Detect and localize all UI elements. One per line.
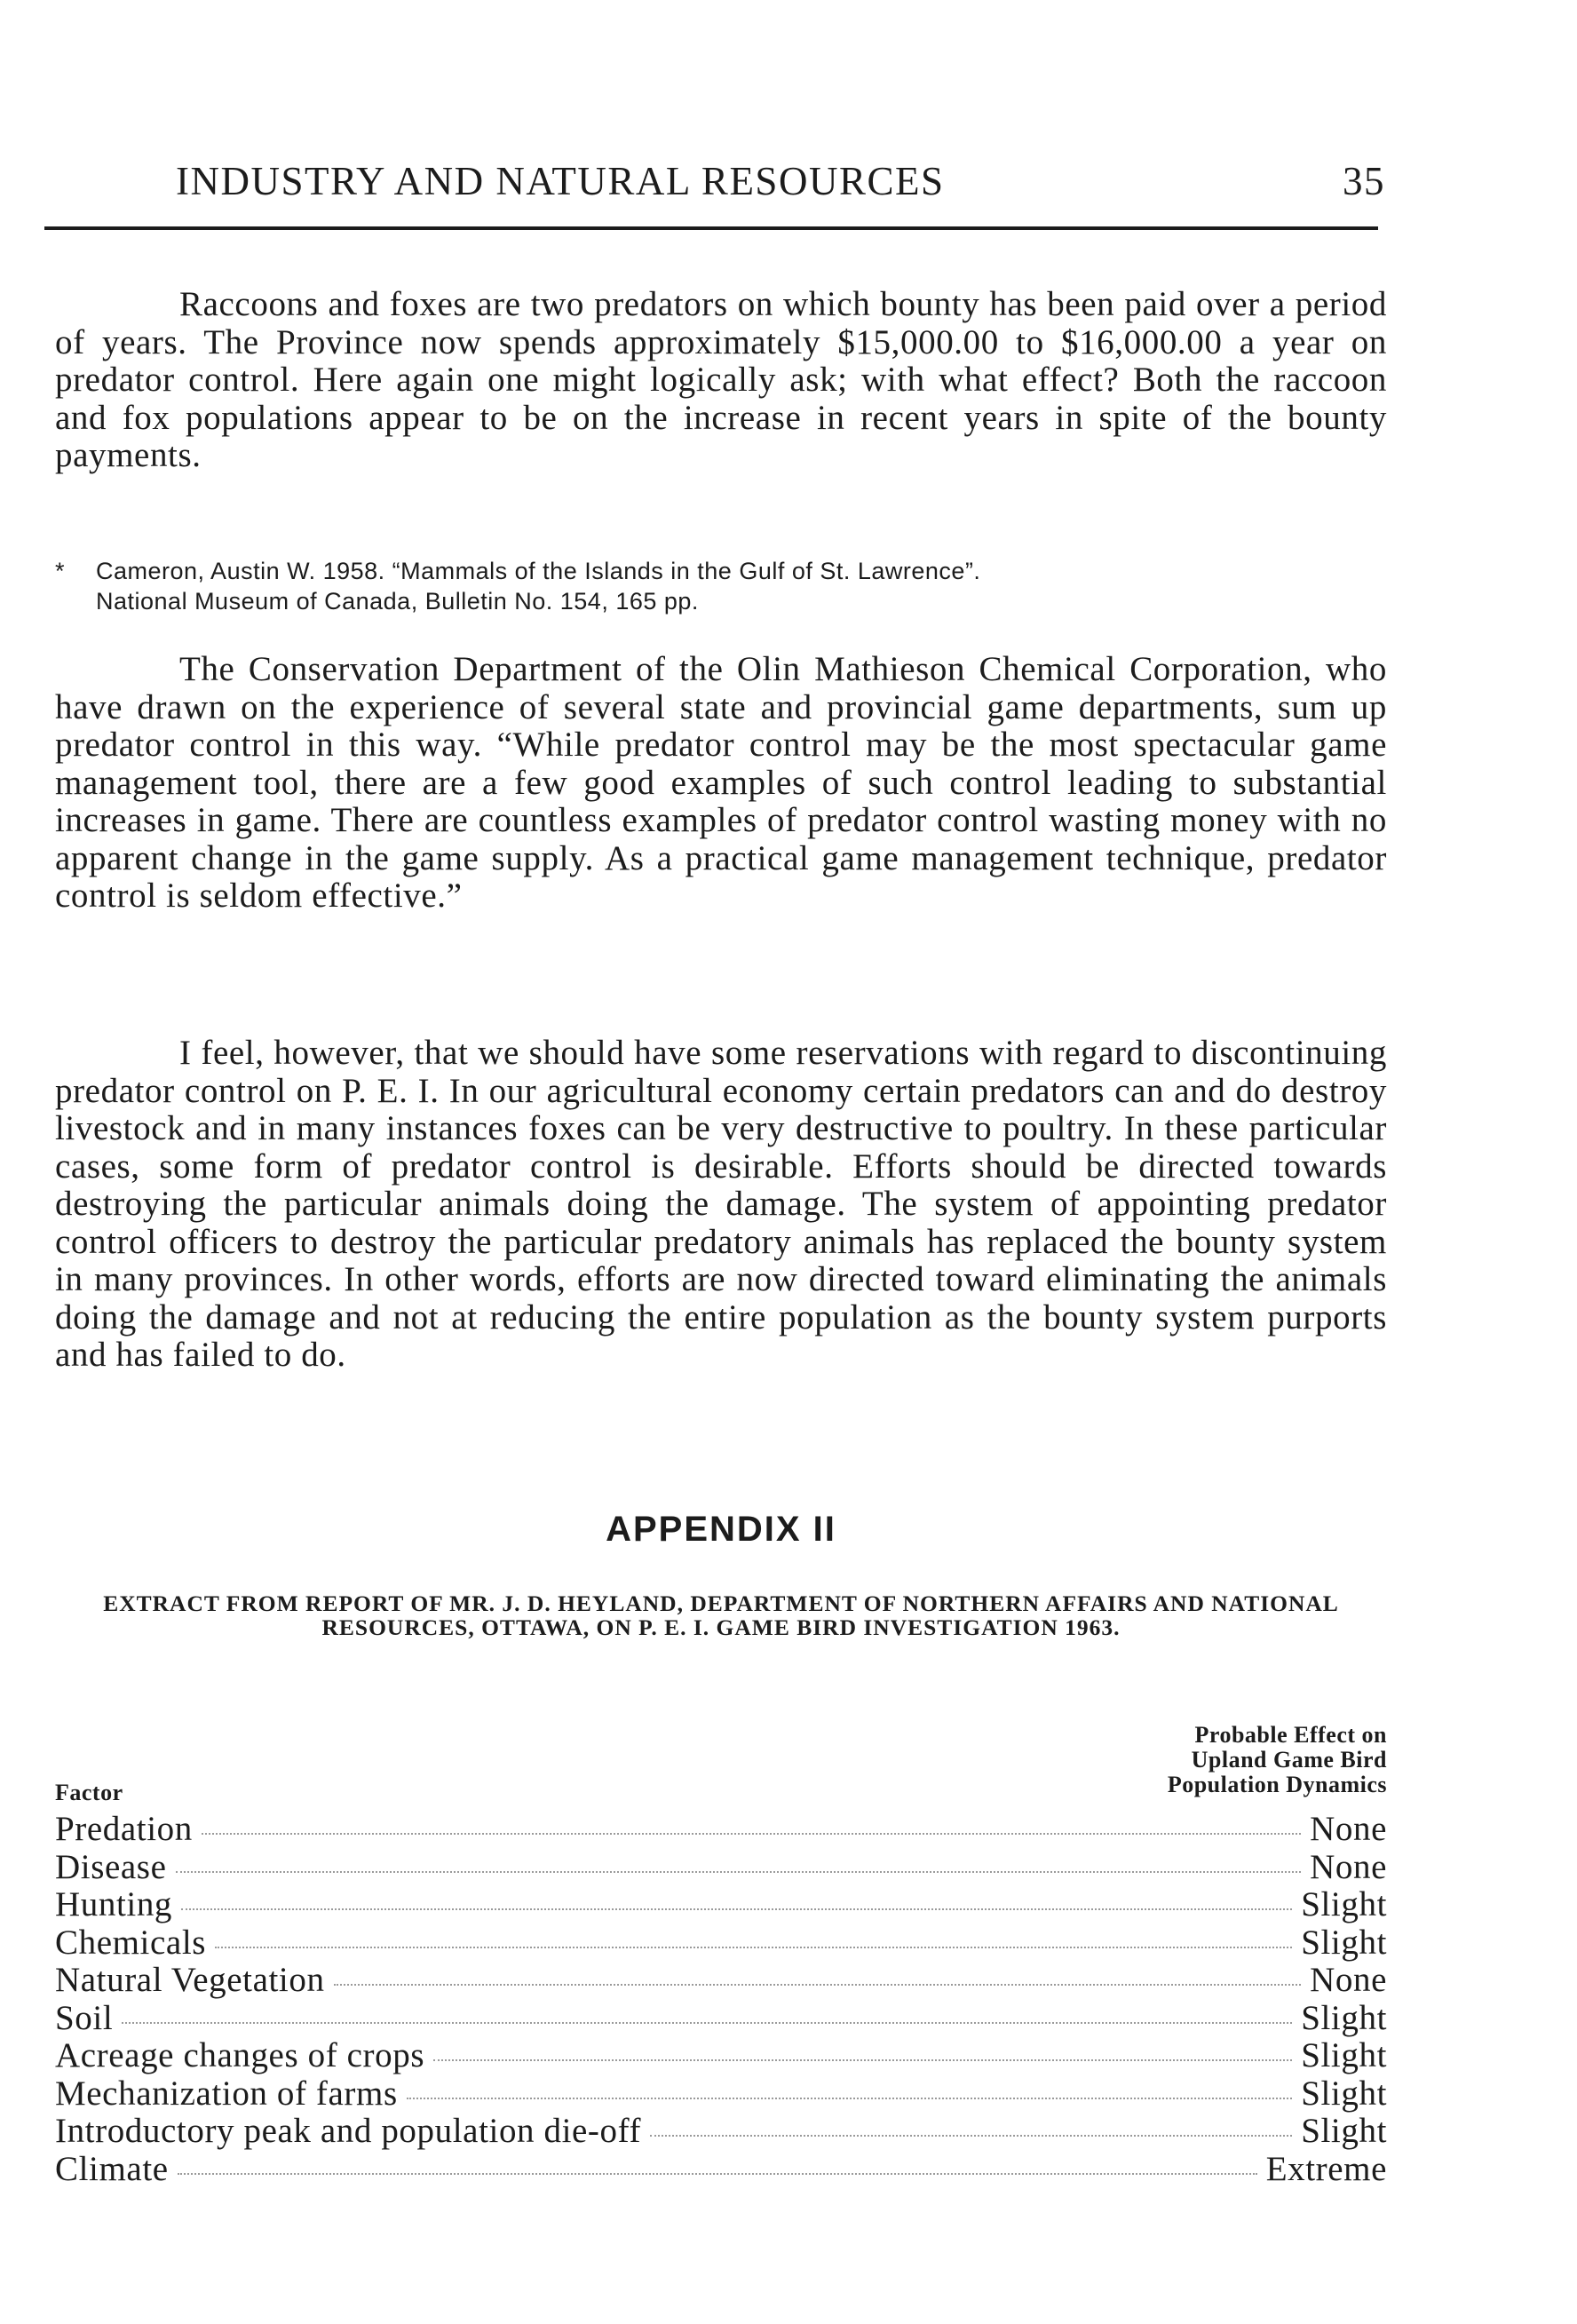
effect-cell: Slight <box>1301 1998 1387 2037</box>
dot-leader <box>122 2022 1292 2024</box>
factor-cell: Mechanization of farms <box>55 2074 398 2113</box>
table-row <box>55 2111 1387 2149</box>
effect-cell: Slight <box>1301 2112 1387 2150</box>
effect-cell: None <box>1310 1961 1387 1999</box>
effect-heading-line-1: Probable Effect on <box>1194 1722 1387 1748</box>
page-number: 35 <box>1343 159 1385 203</box>
footnote-line-1: Cameron, Austin W. 1958. “Mammals of the Islands in the Gulf of St. Lawrence”. <box>96 558 981 584</box>
table-row <box>55 2035 1387 2074</box>
header-rule <box>44 226 1378 230</box>
footnote-mark: * <box>55 558 66 584</box>
effect-cell: Slight <box>1301 1885 1387 1923</box>
appendix-heading: APPENDIX II <box>606 1510 836 1549</box>
dot-leader <box>433 2059 1292 2061</box>
table-row <box>55 1923 1387 1961</box>
factor-cell: Chemicals <box>55 1923 207 1962</box>
factor-column-heading: Factor <box>55 1780 123 1805</box>
dot-leader <box>407 2098 1292 2099</box>
running-head-title: INDUSTRY AND NATURAL RESOURCES <box>176 159 945 203</box>
factor-cell: Climate <box>55 2149 169 2188</box>
table-row <box>55 2074 1387 2112</box>
table-row <box>55 2149 1387 2187</box>
paragraph-raccoons-foxes: Raccoons and foxes are two predators on which bounty has been paid over a period of years. The Province now spends approximately $15,000.00 to $16,000.00 a year on predator control. Here again one might logically ask; with what effect? Both the raccoon and fox populations appear to be on the increase in recent years in spite of the bounty payments. <box>55 285 1387 474</box>
table-row <box>55 1960 1387 1998</box>
dot-leader <box>334 1984 1302 1986</box>
table-row <box>55 1809 1387 1847</box>
effect-cell: Slight <box>1301 1923 1387 1962</box>
running-head <box>124 107 1385 222</box>
dot-leader <box>178 2173 1257 2175</box>
table-row <box>55 1884 1387 1923</box>
dot-leader <box>215 1947 1292 1948</box>
table-row <box>55 1998 1387 2036</box>
effect-cell: Slight <box>1301 2074 1387 2113</box>
dot-leader <box>176 1871 1302 1873</box>
factor-cell: Acreage changes of crops <box>55 2036 425 2074</box>
dot-leader <box>650 2135 1292 2137</box>
effect-heading-line-2: Upland Game Bird <box>1191 1747 1387 1773</box>
factor-cell: Predation <box>55 1810 193 1848</box>
effect-heading-line-3: Population Dynamics <box>1167 1772 1387 1797</box>
paragraph-conservation-department: The Conservation Department of the Olin Mathieson Chemical Corporation, who have drawn on the experience of several state and provincial game departments, sum up predator control in this way. “While predator control may be the most spectacular game management tool, there are a few good examples of such control leading to substantial increases in game. There are countless examples of predator control wasting money with no apparent change in the game supply. As a practical game management technique, predator control is seldom effective.” <box>55 650 1387 915</box>
factor-cell: Disease <box>55 1847 167 1886</box>
effect-cell: Slight <box>1301 2036 1387 2074</box>
factor-cell: Introductory peak and population die-off <box>55 2112 642 2150</box>
extract-title: EXTRACT FROM REPORT OF MR. J. D. HEYLAND, DEPARTMENT OF NORTHERN AFFAIRS AND NATIONAL RESOURCES, OTTAWA, ON P. E. I. GAME BIRD INVESTIGATION 1963. <box>103 1590 1339 1640</box>
factor-cell: Natural Vegetation <box>55 1961 325 1999</box>
effect-cell: None <box>1310 1847 1387 1886</box>
effect-cell: None <box>1310 1810 1387 1848</box>
dot-leader <box>202 1833 1301 1835</box>
footnote <box>55 556 1387 616</box>
factor-cell: Hunting <box>55 1885 173 1923</box>
effect-cell: Extreme <box>1265 2149 1387 2188</box>
table-row <box>55 1847 1387 1885</box>
effect-column-heading <box>977 1723 1387 1797</box>
footnote-line-2: National Museum of Canada, Bulletin No. 154, 165 pp. <box>96 588 699 615</box>
dot-leader <box>181 1908 1292 1910</box>
factor-effect-table <box>55 1809 1387 2186</box>
factor-cell: Soil <box>55 1998 114 2037</box>
paragraph-reservations: I feel, however, that we should have some reservations with regard to discontinuing predator control on P. E. I. In our agricultural economy certain predators can and do destroy livestock and in many instances foxes can be very destructive to poultry. In these particular cases, some form of predator control is desirable. Efforts should be directed towards destroying the particular animals doing the damage. The system of appointing predator control officers to destroy the particular predatory animals has replaced the bounty system in many provinces. In other words, efforts are now directed toward eliminating the animals doing the damage and not at reducing the entire population as the bounty system purports and has failed to do. <box>55 1034 1387 1374</box>
